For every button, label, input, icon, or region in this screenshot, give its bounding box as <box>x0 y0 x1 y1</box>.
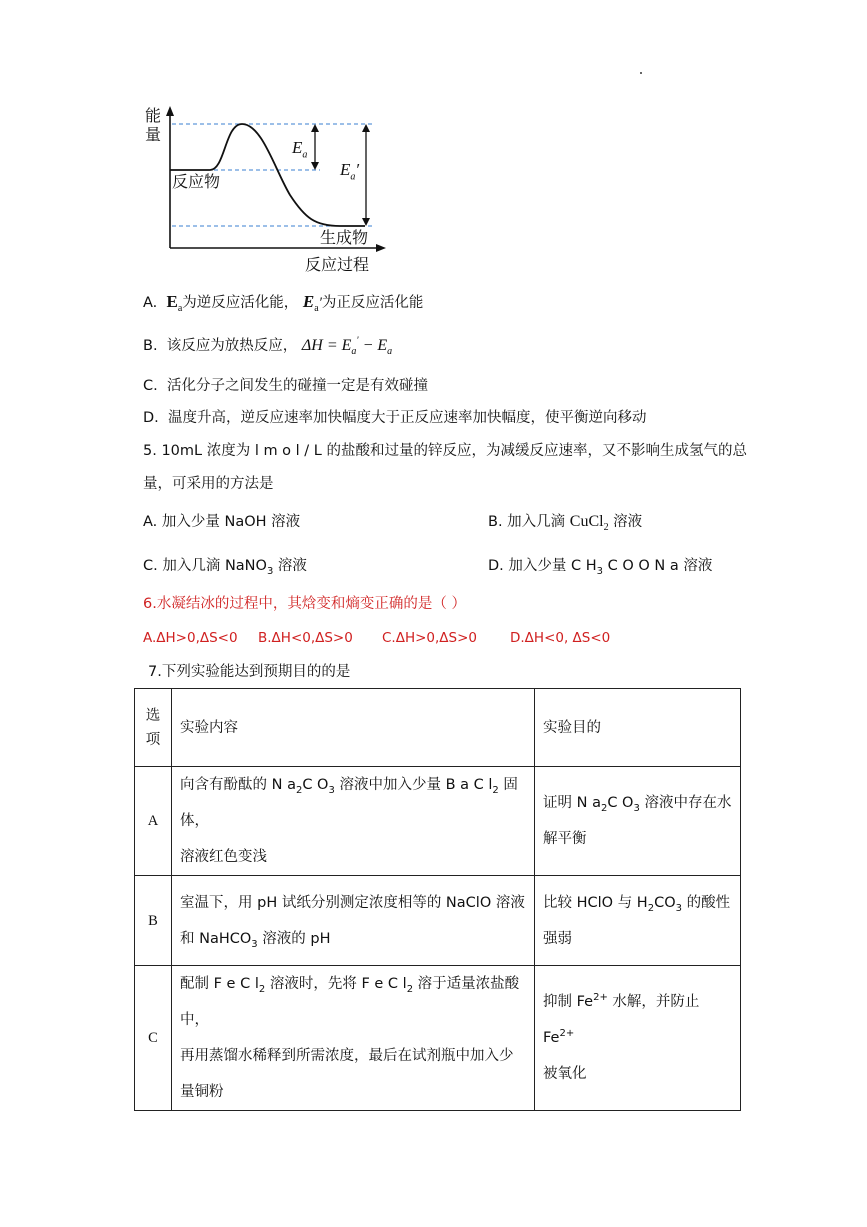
table-row <box>135 876 741 966</box>
row-c-content: 配制 F e C $l_2$ 溶液时，先将 F e C $l_2$ 溶于适量浓盐酸中， 再用蒸馏水稀释到所需浓度，最后在试剂瓶中加入少 量铜粉 <box>172 966 535 1111</box>
product-label: 生成物 <box>320 228 369 247</box>
q5-option-a: A. 加入少量 NaOH 溶液 <box>143 514 301 530</box>
x-axis-arrow <box>376 244 386 252</box>
experiment-table <box>134 688 741 1111</box>
q6-option-c: C.ΔH>0,ΔS>0 <box>382 630 478 646</box>
table-header-row <box>135 689 741 767</box>
row-a-option: A <box>135 767 172 876</box>
q4-option-d: D. 温度升高，逆反应速率加快幅度大于正反应速率加快幅度，使平衡逆向移动 <box>143 410 647 426</box>
page-dot <box>640 72 642 74</box>
row-c-purpose: 抑制 $Fe^{2+}$ 水解，并防止 $Fe^{2+}$ 被氧化 <box>535 966 741 1111</box>
q5-option-d: D. 加入少量 C $H_3$ C O O N a 溶液 <box>488 558 713 577</box>
q5-option-b: B. 加入几滴 CuCl$_2$ 溶液 <box>488 513 643 533</box>
row-b-purpose: 比较 HClO 与 $H_2CO_3$ 的酸性 强弱 <box>535 876 741 966</box>
q4-option-a: A. $E_a$为逆反应活化能， $E_a'$为正反应活化能 <box>143 292 424 314</box>
q5-stem-line2: 量，可采用的方法是 <box>143 476 274 492</box>
header-option: 选 项 <box>135 689 172 767</box>
q7-stem: 7.下列实验能达到预期目的的是 <box>148 664 351 680</box>
q6-option-b: B.ΔH<0,ΔS>0 <box>258 630 353 646</box>
q4-option-c: C. 活化分子之间发生的碰撞一定是有效碰撞 <box>143 378 428 394</box>
q6-stem: 6.水凝结冰的过程中，其焓变和熵变正确的是（ ） <box>143 596 466 612</box>
y-axis-arrow <box>166 106 174 116</box>
y-axis-label-1: 能 <box>145 106 162 125</box>
header-purpose: 实验目的 <box>535 689 741 767</box>
row-a-content: 向含有酚酞的 N $a_2C$ $O_3$ 溶液中加入少量 B a C $l_2$ 固体， 溶液红色变浅 <box>172 767 535 876</box>
y-axis-label-2: 量 <box>145 125 162 144</box>
ea-prime-label: $E_a'$ <box>340 160 360 183</box>
q5-option-c: C. 加入几滴 NaNO$_3$ 溶液 <box>143 558 307 577</box>
row-a-purpose: 证明 N $a_2C$ $O_3$ 溶液中存在水 解平衡 <box>535 767 741 876</box>
table-row <box>135 767 741 876</box>
header-content: 实验内容 <box>172 689 535 767</box>
q4-option-b: B. 该反应为放热反应， $\Delta H = E_a' - E_a$ <box>143 335 393 358</box>
row-c-option: C <box>135 966 172 1111</box>
row-b-content: 室温下，用 pH 试纸分别测定浓度相等的 NaClO 溶液 和 NaHCO$_3$ 溶液的 pH <box>172 876 535 966</box>
row-b-option: B <box>135 876 172 966</box>
table-row <box>135 966 741 1111</box>
q5-stem-line1: 5. 10mL 浓度为 l m o l / L 的盐酸和过量的锌反应，为减缓反应速率，又不影响生成氢气的总 <box>143 443 747 459</box>
x-axis-label: 反应过程 <box>305 255 370 274</box>
q6-option-d: D.ΔH<0, ΔS<0 <box>510 630 611 646</box>
q6-option-a: A.ΔH>0,ΔS<0 <box>143 630 238 646</box>
reactant-label: 反应物 <box>172 172 221 191</box>
ea-label: $E_a$ <box>292 138 308 161</box>
